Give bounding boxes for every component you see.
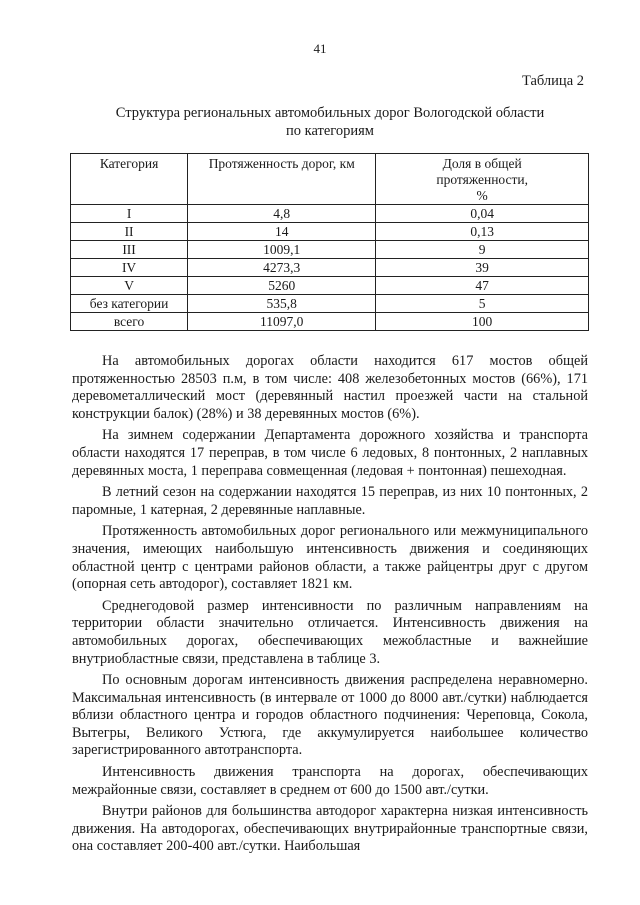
header-share: Доля в общей протяженности, % bbox=[376, 154, 589, 205]
cell-length: 4273,3 bbox=[188, 259, 376, 277]
body-text bbox=[72, 353, 588, 860]
paragraph: На автомобильных дорогах области находится 617 мостов общей протяженностью 28503 п.м, в том числе: 408 железобетонных мостов (66%), 171 деревометаллический мост (деревянный настил проезжей части на стальной конструкции балок) (28%) и 38 деревянных мостов (6%). bbox=[72, 353, 588, 422]
table-row bbox=[71, 241, 589, 259]
table-header-row bbox=[71, 154, 589, 205]
caption-line-1: Структура региональных автомобильных дорог Вологодской области bbox=[115, 105, 545, 121]
cell-category: всего bbox=[71, 313, 188, 331]
cell-share: 9 bbox=[376, 241, 589, 259]
cell-category: V bbox=[71, 277, 188, 295]
cell-share: 5 bbox=[376, 295, 589, 313]
paragraph: На зимнем содержании Департамента дорожного хозяйства и транспорта области находятся 17 переправ, в том числе 6 ледовых, 8 понтонных, 2 наплавных деревянных моста, 1 переправа совмещенная (ледовая + понтонная) пешеходная. bbox=[72, 427, 588, 479]
page-number: 41 bbox=[313, 41, 327, 56]
cell-category: III bbox=[71, 241, 188, 259]
paragraph: Внутри районов для большинства автодорог характерна низкая интенсивность движения. На автодорогах, обеспечивающих внутрирайонные транспортные связи, она составляет 200-400 авт./сутки. Наибольшая bbox=[72, 803, 588, 855]
table-row bbox=[71, 277, 589, 295]
cell-share: 39 bbox=[376, 259, 589, 277]
header-category: Категория bbox=[71, 154, 188, 205]
cell-length: 535,8 bbox=[188, 295, 376, 313]
cell-share: 0,04 bbox=[376, 205, 589, 223]
roads-table bbox=[70, 153, 589, 331]
table-row bbox=[71, 259, 589, 277]
caption-line-2: по категориям bbox=[286, 123, 374, 139]
cell-share: 100 bbox=[376, 313, 589, 331]
paragraph: В летний сезон на содержании находятся 15 переправ, из них 10 понтонных, 2 паромные, 1 катерная, 2 деревянные наплавные. bbox=[72, 484, 588, 518]
cell-share: 0,13 bbox=[376, 223, 589, 241]
paragraph: Среднегодовой размер интенсивности по различным направлениям на территории области значительно отличается. Интенсивность движения на автомобильных дорогах, обеспечивающих межобластные и важнейшие внутриобластные связи, представлена в таблице 3. bbox=[72, 597, 588, 667]
cell-share: 47 bbox=[376, 277, 589, 295]
table-row bbox=[71, 223, 589, 241]
table-caption bbox=[70, 104, 590, 140]
cell-length: 1009,1 bbox=[188, 241, 376, 259]
table-row bbox=[71, 295, 589, 313]
cell-length: 4,8 bbox=[188, 205, 376, 223]
cell-length: 14 bbox=[188, 223, 376, 241]
paragraph: По основным дорогам интенсивность движения распределена неравномерно. Максимальная интенсивность (в интервале от 1000 до 8000 авт./сутки) наблюдается вблизи областного центра и городов областного подчинения: Череповца, Сокола, Вытегры, Великого Устюга, где аккумулируется наибольшее количество зарегистрированного автотранспорта. bbox=[72, 672, 588, 759]
table-label: Таблица 2 bbox=[521, 73, 584, 89]
cell-category: II bbox=[71, 223, 188, 241]
cell-category: I bbox=[71, 205, 188, 223]
paragraph: Интенсивность движения транспорта на дорогах, обеспечивающих межрайонные связи, составляет в среднем от 600 до 1500 авт./сутки. bbox=[72, 764, 588, 798]
table-row bbox=[71, 205, 589, 223]
paragraph: Протяженность автомобильных дорог регионального или межмуниципального значения, имеющих наибольшую интенсивность движения и соединяющих областной центр с центрами районов области, а также райцентры друг с другом (опорная сеть автодорог), составляет 1821 км. bbox=[72, 523, 588, 593]
cell-category: без категории bbox=[71, 295, 188, 313]
cell-length: 11097,0 bbox=[188, 313, 376, 331]
header-length: Протяженность дорог, км bbox=[188, 154, 376, 205]
cell-category: IV bbox=[71, 259, 188, 277]
cell-length: 5260 bbox=[188, 277, 376, 295]
table-row-total bbox=[71, 313, 589, 331]
